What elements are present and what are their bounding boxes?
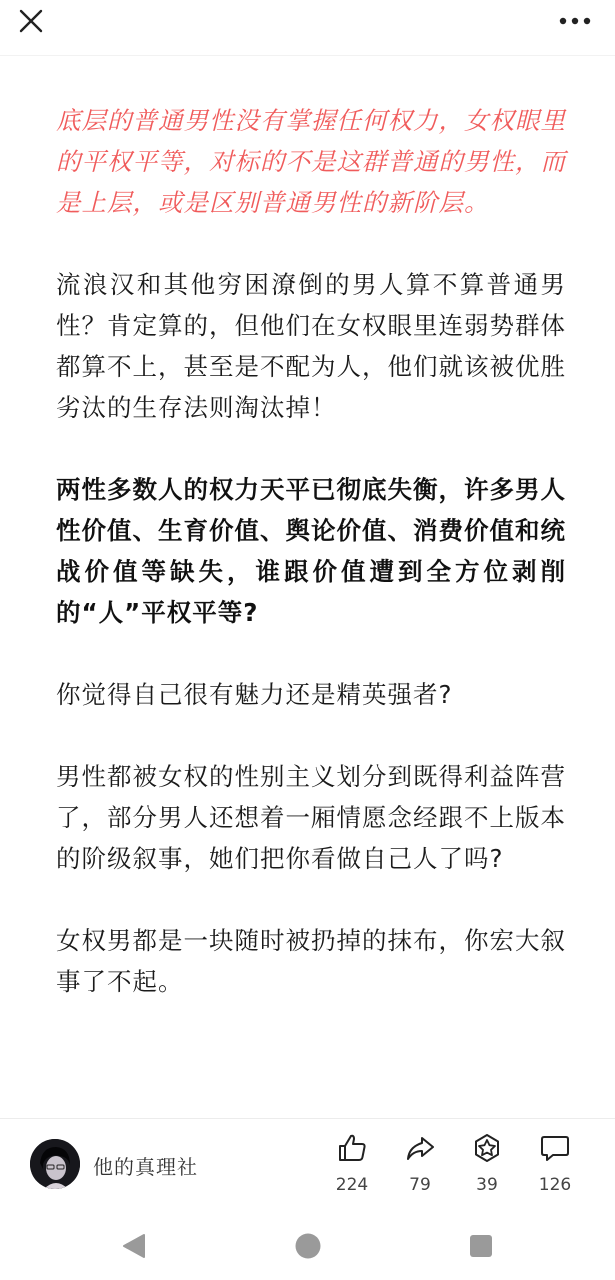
- like-count: 224: [335, 1175, 369, 1195]
- comment-bubble-icon: [539, 1132, 571, 1164]
- author-name[interactable]: 他的真理社: [93, 1155, 198, 1179]
- star-badge-icon: [471, 1132, 503, 1164]
- recents-square-icon: [467, 1232, 495, 1260]
- article-paragraph: 你觉得自己很有魅力还是精英强者?: [56, 680, 453, 709]
- favorite-button[interactable]: [457, 1131, 517, 1205]
- article-body: [56, 100, 566, 1043]
- share-count: 79: [409, 1175, 431, 1195]
- thumbs-up-icon: [336, 1132, 368, 1164]
- more-dots-icon: [559, 17, 591, 25]
- share-arrow-icon: [404, 1132, 436, 1164]
- article-paragraph: 流浪汉和其他穷困潦倒的男人算不算普通男性？肯定算的，但他们在女权眼里连弱势群体都算不上，甚至是不配为人，他们就该被优胜劣汰的生存法则淘汰掉！: [56, 270, 566, 422]
- article-paragraph-bold: 两性多数人的权力天平已彻底失衡，许多男人性价值、生育价值、舆论价值、消费价值和统战价值等缺失，谁跟价值遭到全方位剥削的“人”平权平等?: [56, 475, 566, 627]
- nav-back-button[interactable]: [120, 1232, 148, 1260]
- back-triangle-icon: [120, 1232, 148, 1260]
- favorite-count: 39: [476, 1175, 498, 1195]
- bottom-action-bar: [0, 1118, 615, 1210]
- close-icon: [18, 8, 44, 34]
- article-paragraph: 男性都被女权的性别主义划分到既得利益阵营了，部分男人还想着一厢情愿念经跟不上版本的阶级叙事，她们把你看做自己人了吗?: [56, 762, 566, 873]
- avatar-image: [30, 1139, 80, 1189]
- home-circle-icon: [294, 1232, 322, 1260]
- comment-count: 126: [538, 1175, 572, 1195]
- nav-recents-button[interactable]: [467, 1232, 495, 1260]
- author-avatar[interactable]: [30, 1139, 80, 1189]
- system-nav-bar: [0, 1210, 615, 1280]
- article-paragraph: 女权男都是一块随时被扔掉的抹布，你宏大叙事了不起。: [56, 926, 566, 996]
- comment-button[interactable]: [525, 1131, 585, 1205]
- close-button[interactable]: [14, 4, 48, 38]
- top-bar: [0, 0, 615, 56]
- share-button[interactable]: [390, 1131, 450, 1205]
- nav-home-button[interactable]: [294, 1232, 322, 1260]
- more-options-button[interactable]: [555, 4, 595, 38]
- article-paragraph-highlight: 底层的普通男性没有掌握任何权力，女权眼里的平权平等，对标的不是这群普通的男性，而是上层，或是区别普通男性的新阶层。: [56, 106, 566, 217]
- like-button[interactable]: [322, 1131, 382, 1205]
